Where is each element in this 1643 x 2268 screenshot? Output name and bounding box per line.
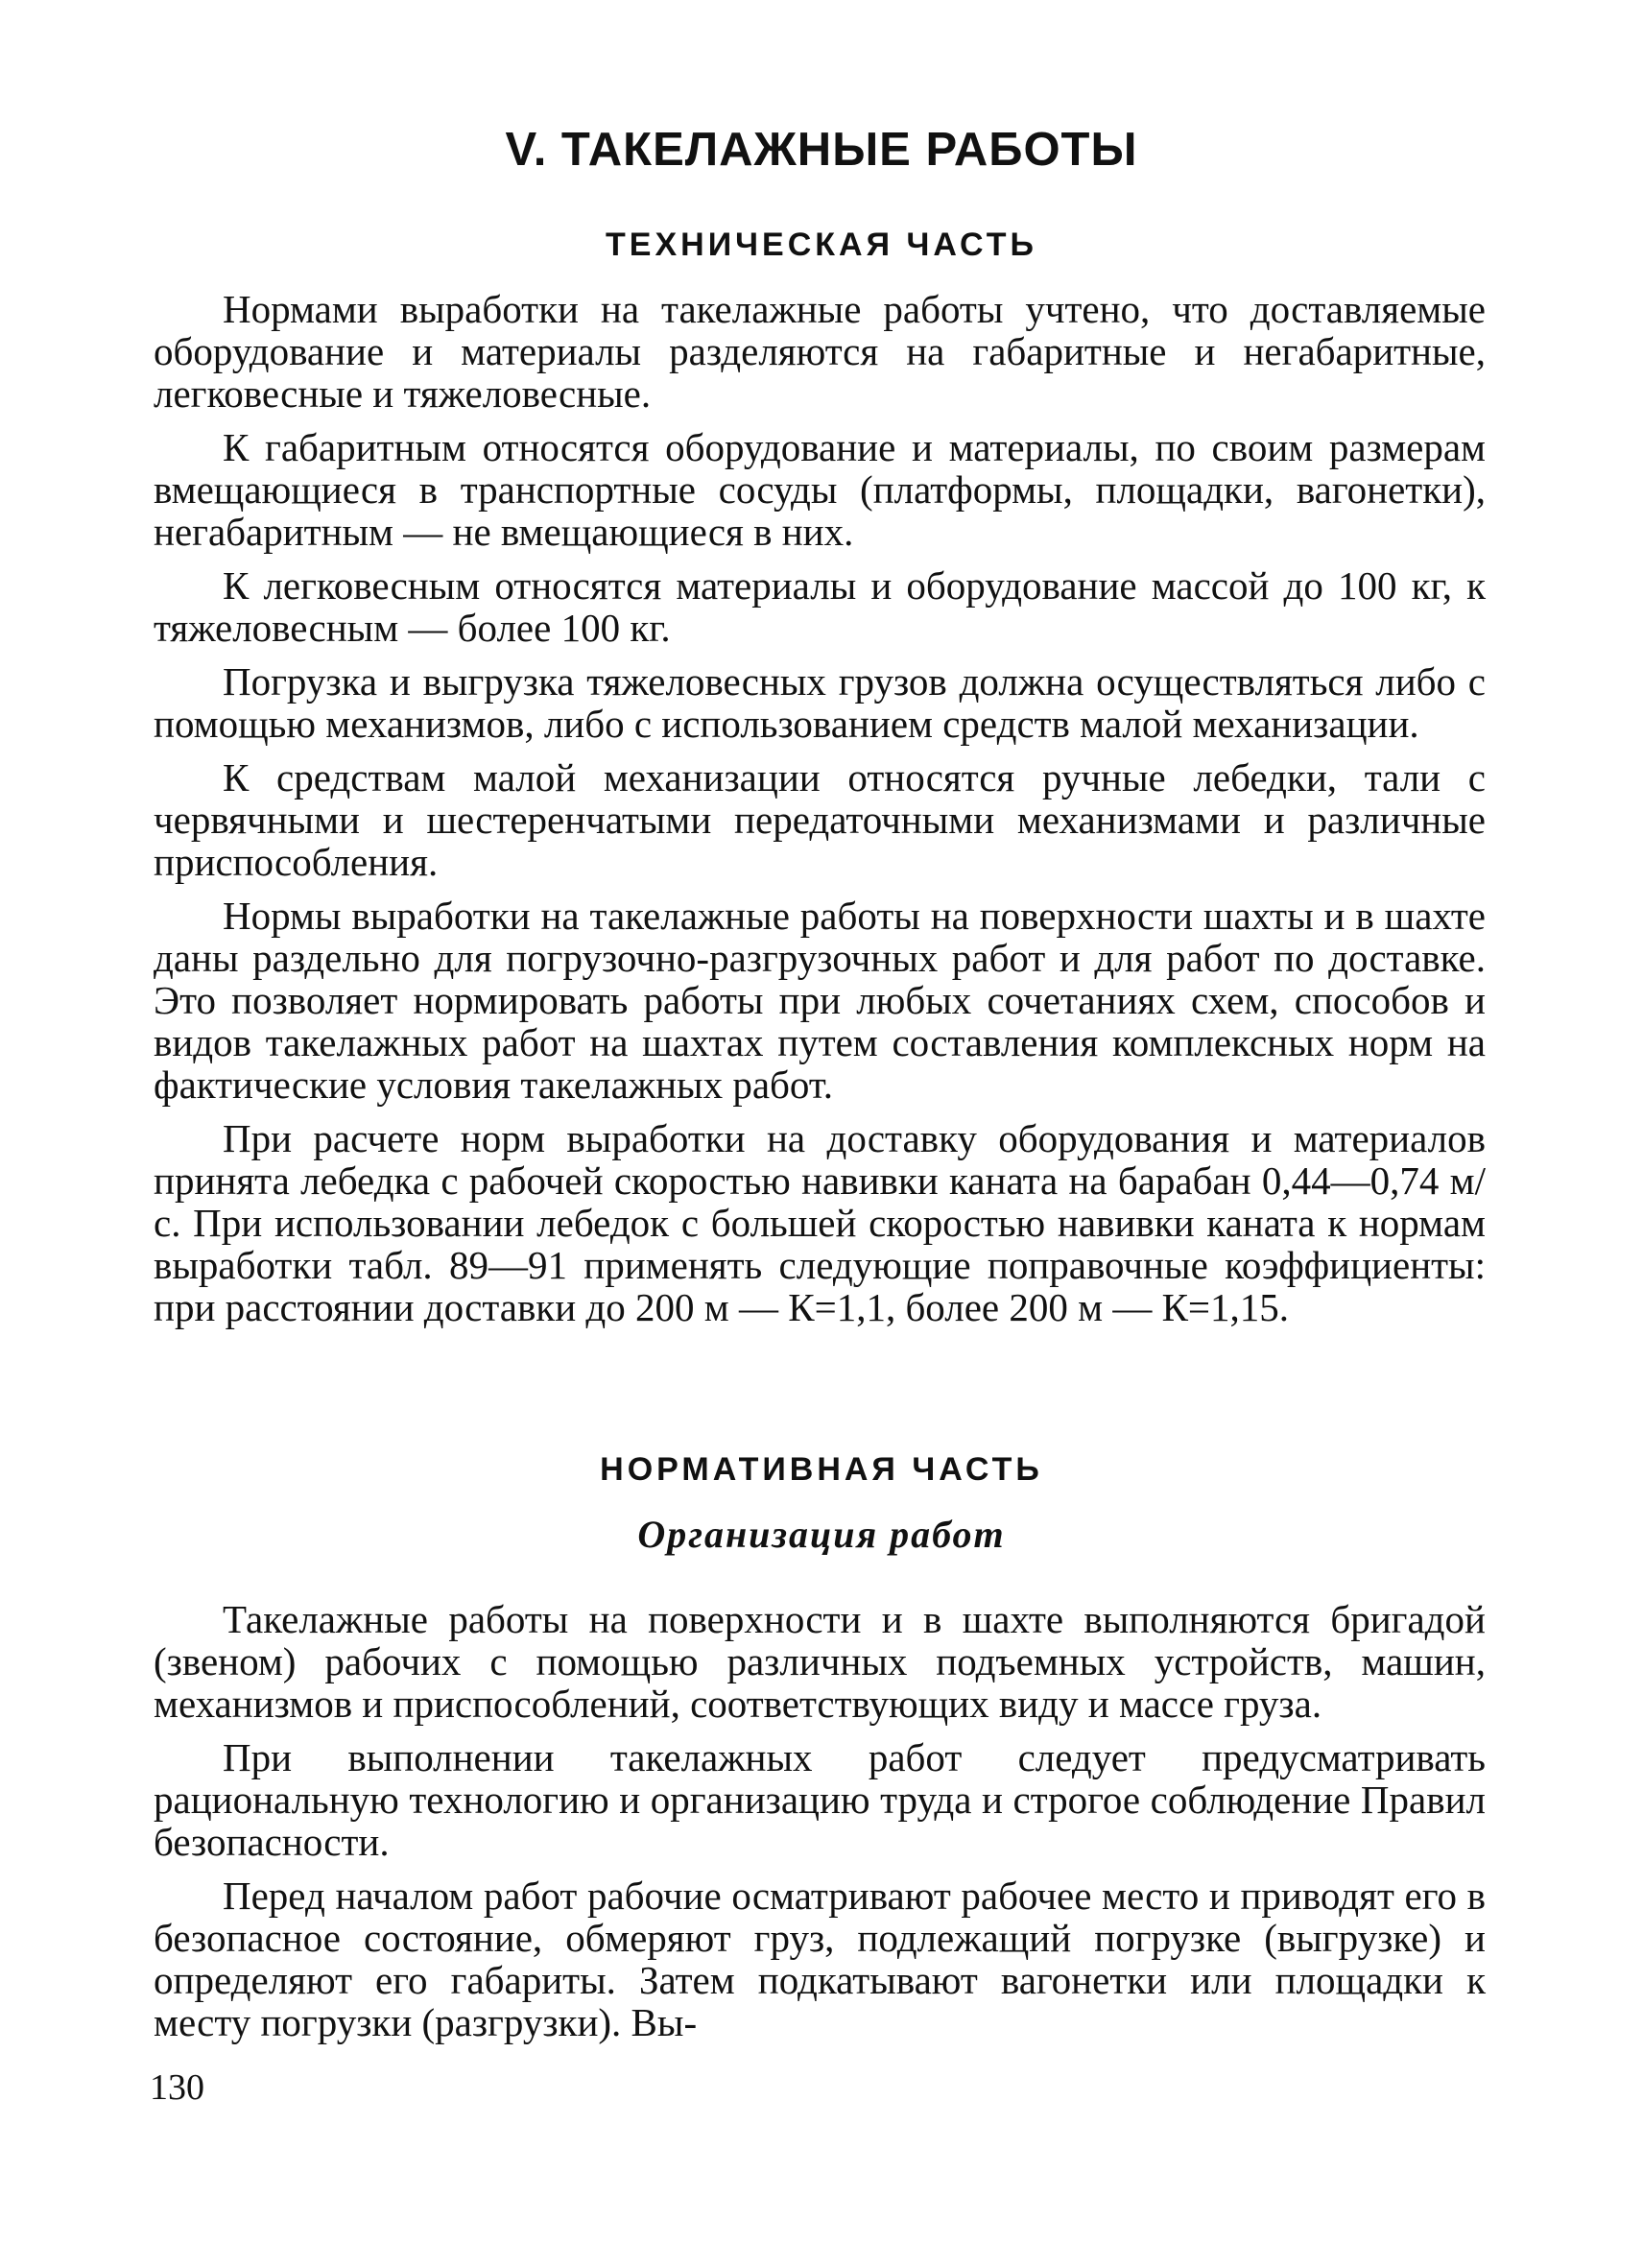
subsection-title: Организация работ <box>637 1513 1006 1556</box>
chapter-title: V. ТАКЕЛАЖНЫЕ РАБОТЫ <box>505 124 1138 176</box>
paragraph: При расчете норм выработки на доставку оборудования и материалов принята лебедка с рабочей скоростью навивки каната на барабан 0,44—0,74 м/с. При использовании лебедок с большей скоростью навивки каната к нормам выработки табл. 89—91 применять следующие поправочные коэффициенты: при расстоянии доставки до 200 м — К=1,1, более 200 м — К=1,15. <box>154 1116 1486 1329</box>
paragraph: К габаритным относятся оборудование и материалы, по своим размерам вмещающиеся в транспортные сосуды (платформы, площадки, вагонетки), негабаритным — не вмещающиеся в них. <box>154 425 1486 554</box>
normative-section-title: НОРМАТИВНАЯ ЧАСТЬ <box>600 1451 1043 1488</box>
paragraph: Погрузка и выгрузка тяжеловесных грузов должна осуществляться либо с помощью механизмов, либо с использованием средств малой механизации. <box>154 659 1486 746</box>
paragraph: При выполнении такелажных работ следует предусматривать рациональную технологию и организацию труда и строгое соблюдение Правил безопасности. <box>154 1735 1486 1864</box>
paragraph: К средствам малой механизации относятся ручные лебедки, тали с червячными и шестеренчатыми передаточными механизмами и различные приспособления. <box>154 755 1486 884</box>
paragraph: Такелажные работы на поверхности и в шахте выполняются бригадой (звеном) рабочих с помощью различных подъемных устройств, машин, механизмов и приспособлений, соответствующих виду и массе груза. <box>154 1597 1486 1726</box>
paragraph: Перед началом работ рабочие осматривают рабочее место и приводят его в безопасное состояние, обмеряют груз, подлежащий погрузке (выгрузке) и определяют его габариты. Затем подкатывают вагонетки или площадки к месту погрузки (разгрузки). Вы- <box>154 1874 1486 2044</box>
technical-section-title: ТЕХНИЧЕСКАЯ ЧАСТЬ <box>606 227 1037 263</box>
page-number: 130 <box>150 2067 204 2108</box>
normative-section-body <box>154 1598 1486 2055</box>
paragraph: К легковесным относятся материалы и оборудование массой до 100 кг, к тяжеловесным — более 100 кг. <box>154 563 1486 650</box>
paragraph: Нормами выработки на такелажные работы учтено, что доставляемые оборудование и материалы разделяются на габаритные и негабаритные, легковесные и тяжеловесные. <box>154 287 1486 416</box>
technical-section-body <box>154 288 1486 1340</box>
paragraph: Нормы выработки на такелажные работы на поверхности шахты и в шахте даны раздельно для погрузочно-разгрузочных работ и для работ по доставке. Это позволяет нормировать работы при любых сочетаниях схем, способов и видов такелажных работ на шахтах путем составления комплексных норм на фактические условия такелажных работ. <box>154 894 1486 1107</box>
